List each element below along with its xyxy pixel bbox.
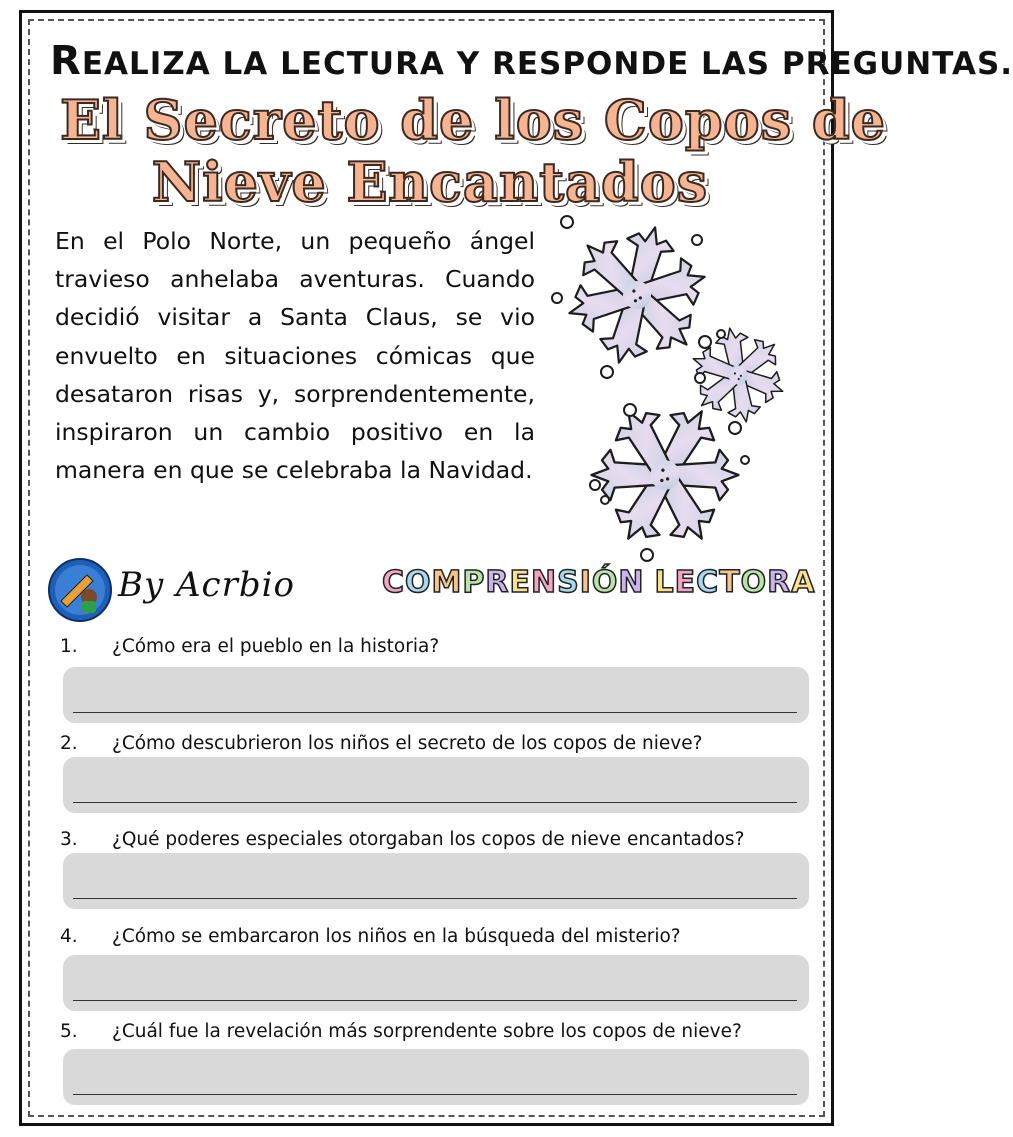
story-title-line-1: El Secreto de los Copos de — [60, 88, 887, 152]
comprehension-letter: C — [696, 565, 720, 600]
comprehension-letter: N — [618, 565, 645, 600]
question-text: ¿Qué poderes especiales otorgaban los copos de nieve encantados? — [112, 829, 745, 850]
comprehension-letter: P — [462, 565, 486, 600]
answer-line — [73, 802, 797, 803]
question-text: ¿Cómo descubrieron los niños el secreto de los copos de nieve? — [112, 733, 703, 754]
comprehension-letter: O — [740, 565, 768, 600]
answer-box[interactable] — [63, 1049, 809, 1105]
comprehension-letter: A — [791, 565, 816, 600]
comprehension-letter: E — [509, 565, 532, 600]
comprehension-letter: R — [485, 565, 510, 600]
comprehension-letter: R — [767, 565, 792, 600]
answer-box[interactable] — [63, 853, 809, 909]
story-paragraph: En el Polo Norte, un pequeño ángel travieso anhelaba aventuras. Cuando decidió visitar a Santa Claus, se vio envuelto en situaciones cómicas que desataron risas y, sorprendentemente, inspiraron un cambio positivo en la manera en que se celebraba la Navidad. — [55, 227, 535, 485]
question-number: 2. — [60, 733, 78, 754]
question-text: ¿Cómo se embarcaron los niños en la búsqueda del misterio? — [112, 926, 681, 947]
comprehension-letter: L — [654, 565, 675, 600]
comprehension-letter: C — [382, 565, 406, 600]
answer-line — [73, 712, 797, 713]
question-text: ¿Cuál fue la revelación más sorprendente sobre los copos de nieve? — [112, 1021, 742, 1042]
comprehension-letter: O — [405, 565, 432, 600]
question-text: ¿Cómo era el pueblo en la historia? — [112, 636, 440, 657]
answer-box[interactable] — [63, 955, 809, 1011]
comprehension-letter: I — [579, 565, 592, 600]
comprehension-letter: Ó — [591, 565, 619, 600]
story-title-line-2: Nieve Encantados — [151, 150, 709, 214]
author-byline: By Acrbio — [118, 565, 295, 605]
comprehension-letter: S — [557, 565, 580, 600]
comprehension-letter: N — [531, 565, 558, 600]
answer-line — [73, 1000, 797, 1001]
answer-line — [73, 1094, 797, 1095]
answer-box[interactable] — [63, 757, 809, 813]
answer-box[interactable] — [63, 667, 809, 723]
question-number: 3. — [60, 829, 78, 850]
author-badge-icon — [47, 557, 113, 623]
comprehension-label — [382, 565, 816, 600]
comprehension-letter: E — [674, 565, 697, 600]
comprehension-letter: M — [431, 565, 463, 600]
snowflake-icon — [545, 210, 775, 570]
heading-rest: EALIZA LA LECTURA Y RESPONDE LAS PREGUNTAS. — [81, 46, 1013, 82]
question-number: 5. — [60, 1021, 78, 1042]
comprehension-letter: T — [719, 565, 741, 600]
answer-line — [73, 898, 797, 899]
question-number: 1. — [60, 636, 78, 657]
heading-first-letter: R — [50, 38, 82, 84]
instructions-heading — [50, 38, 1013, 84]
question-number: 4. — [60, 926, 78, 947]
